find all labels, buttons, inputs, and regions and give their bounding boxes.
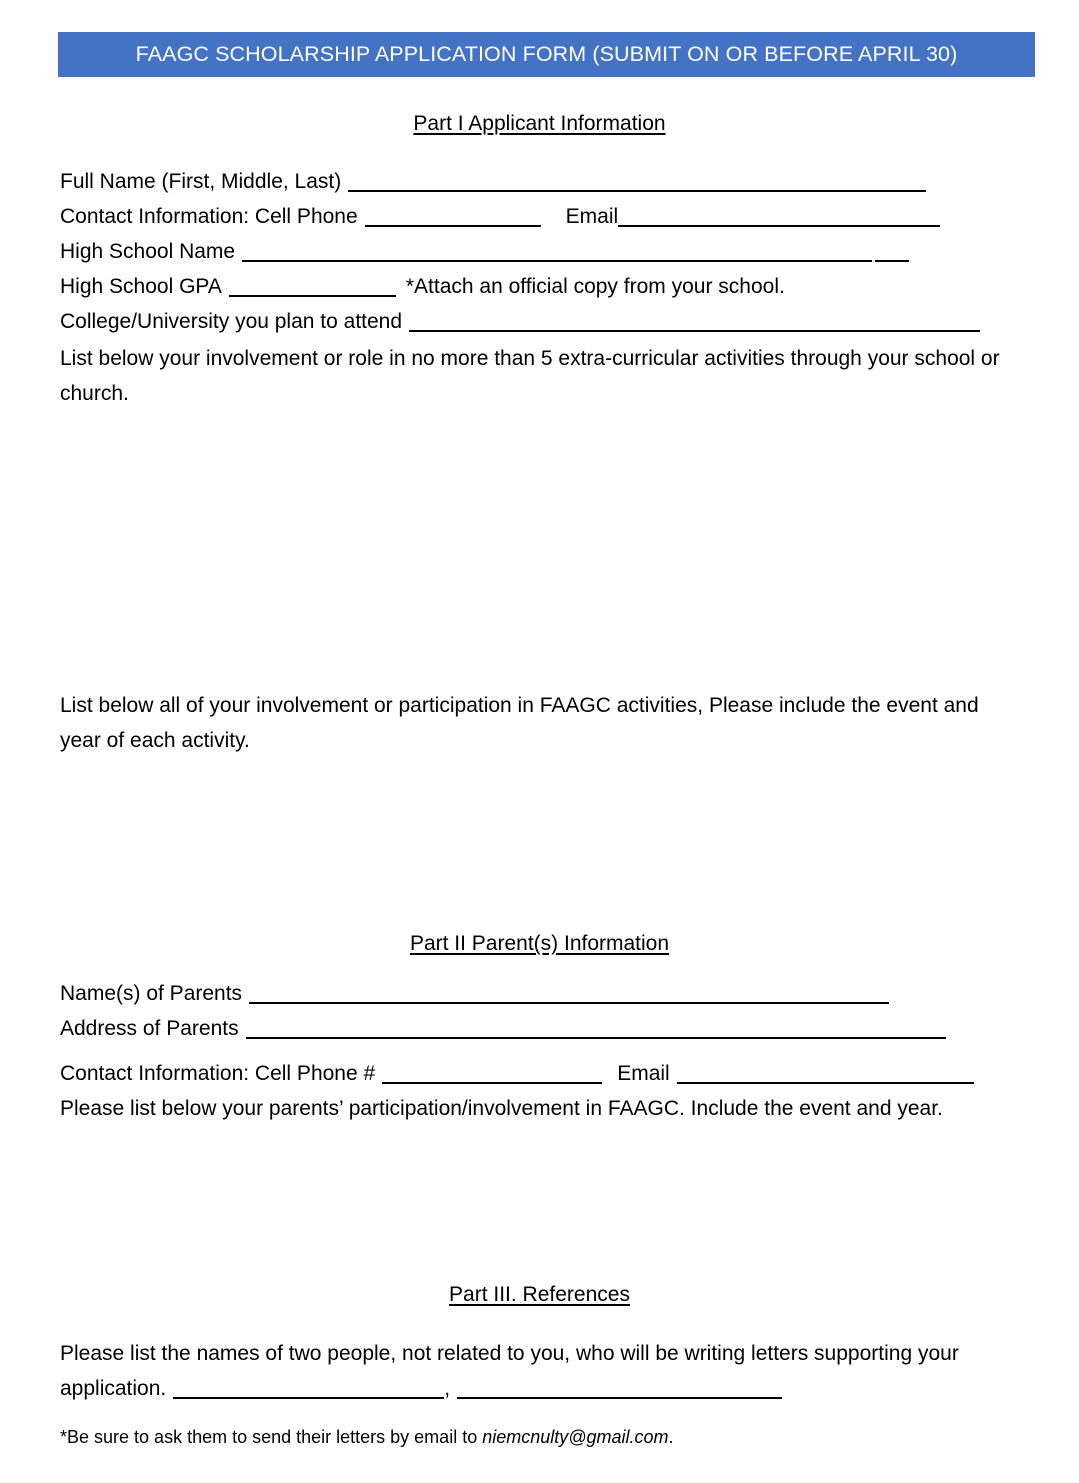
form-title-banner	[58, 32, 1035, 77]
field-parents-cell-phone-input-rule[interactable]	[382, 1082, 602, 1084]
field-full-name-label: Full Name (First, Middle, Last)	[60, 170, 342, 193]
footnote-reference-letters	[60, 1423, 674, 1451]
field-parents-address	[60, 1011, 946, 1046]
answer-area-extracurricular[interactable]	[60, 412, 1022, 684]
reference-separator-comma: ,	[444, 1377, 451, 1400]
field-parents-cell-phone-label: Contact Information: Cell Phone #	[60, 1062, 376, 1085]
instruction-extracurricular: List below your involvement or role in no more than 5 extra-curricular activities through your school or church.	[60, 347, 1000, 405]
footnote-prefix-text: *Be sure to ask them to send their letters by email to	[60, 1427, 483, 1447]
section-heading-part-3	[0, 1283, 1079, 1307]
footnote-suffix-text: .	[668, 1427, 674, 1447]
field-parents-email-label: Email	[617, 1062, 670, 1085]
field-high-school-gpa-note: *Attach an official copy from your school.	[405, 275, 785, 298]
field-email-label: Email	[565, 205, 619, 228]
footnote-email-address[interactable]: niemcnulty@gmail.com	[482, 1427, 669, 1447]
instruction-references-text: Please list the names of two people, not related to you, who will be writing letters supporting your application.	[60, 1342, 959, 1400]
field-college-university-input-rule[interactable]	[409, 330, 980, 332]
section-heading-part-2-text: Part II Parent(s) Information	[409, 932, 670, 955]
field-high-school-name-label: High School Name	[60, 240, 236, 263]
answer-area-faagc-activities[interactable]	[60, 760, 1022, 920]
field-parents-names-label: Name(s) of Parents	[60, 982, 243, 1005]
field-full-name	[60, 164, 926, 199]
reference-1-input-rule[interactable]	[173, 1397, 444, 1399]
field-high-school-gpa-input-rule[interactable]	[229, 295, 396, 297]
field-parents-names-input-rule[interactable]	[249, 1002, 889, 1004]
field-high-school-gpa-label: High School GPA	[60, 275, 222, 298]
field-high-school-gpa	[60, 269, 785, 304]
instruction-references	[60, 1336, 1022, 1406]
field-applicant-contact	[60, 199, 940, 234]
field-cell-phone-label: Contact Information: Cell Phone	[60, 205, 358, 228]
field-parents-address-input-rule[interactable]	[246, 1037, 946, 1039]
field-full-name-input-rule[interactable]	[348, 190, 926, 192]
reference-2-input-rule[interactable]	[457, 1397, 782, 1399]
instruction-faagc-activities: List below all of your involvement or participation in FAAGC activities, Please include the event and year of each activity.	[60, 694, 979, 752]
section-heading-part-1	[0, 112, 1079, 136]
section-heading-part-3-text: Part III. References	[449, 1283, 630, 1306]
section-heading-part-1-text: Part I Applicant Information	[413, 112, 666, 135]
field-college-university	[60, 304, 980, 339]
section-heading-part-2	[0, 932, 1079, 956]
field-high-school-name-input-rule[interactable]	[242, 260, 872, 262]
instruction-parents-participation: Please list below your parents’ participation/involvement in FAAGC. Include the event and year.	[60, 1097, 943, 1120]
field-parents-address-label: Address of Parents	[60, 1017, 239, 1040]
form-title: FAAGC SCHOLARSHIP APPLICATION FORM (SUBMIT ON OR BEFORE APRIL 30)	[135, 42, 958, 66]
field-college-university-label: College/University you plan to attend	[60, 310, 403, 333]
field-cell-phone-input-rule[interactable]	[365, 225, 541, 227]
field-high-school-name	[60, 234, 909, 269]
field-parents-email-input-rule[interactable]	[677, 1082, 974, 1084]
field-high-school-name-input-rule-tail[interactable]	[875, 260, 909, 262]
answer-area-parents-participation[interactable]	[60, 1130, 1022, 1270]
field-parents-names	[60, 976, 889, 1011]
field-email-input-rule[interactable]	[618, 225, 940, 227]
field-parents-contact	[60, 1056, 974, 1091]
